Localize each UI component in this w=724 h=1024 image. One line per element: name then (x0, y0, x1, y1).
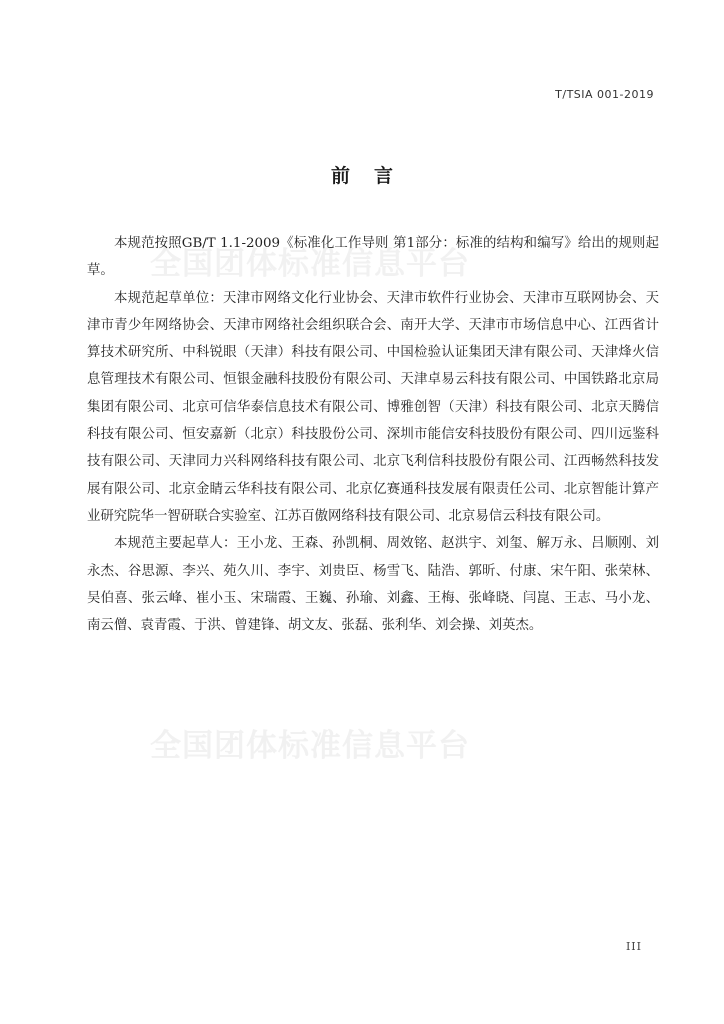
page-number: III (625, 940, 642, 953)
document-id: T/TSIA 001-2019 (555, 88, 654, 101)
page-title: 前言 (330, 165, 417, 187)
paragraph-drafting-rules: 本规范按照GB/T 1.1-2009《标准化工作导则 第1部分：标准的结构和编写》给出的规则起草。 (87, 236, 659, 279)
paragraph-drafting-units: 本规范起草单位：天津市网络文化行业协会、天津市软件行业协会、天津市互联网协会、天津市青少年网络协会、天津市网络社会组织联合会、南开大学、天津市市场信息中心、江西省计算技术研究所、中科锐眼（天津）科技有限公司、中国检验认证集团天津有限公司、天津烽火信息管理技术有限公司、恒银金融科技股份有限公司、天津卓易云科技有限公司、中国铁路北京局集团有限公司、北京可信华泰信息技术有限公司、博雅创智（天津）科技有限公司、北京天腾信科技有限公司、恒安嘉新（北京）科技股份公司、深圳市能信安科技股份有限公司、四川远鉴科技有限公司、天津同力兴科网络科技有限公司、北京飞利信科技股份有限公司、江西畅然科技发展有限公司、北京金睛云华科技有限公司、北京亿赛通科技发展有限责任公司、北京智能计算产业研究院华一智研联合实验室、江苏百傲网络科技有限公司、北京易信云科技有限公司。 (87, 290, 659, 524)
body-text (87, 230, 659, 639)
watermark: 全国团体标准信息平台 (150, 246, 470, 282)
watermark: 全国团体标准信息平台 (150, 728, 470, 764)
paragraph-drafters: 本规范主要起草人：王小龙、王森、孙凯桐、周效铭、赵洪宇、刘玺、解万永、吕顺刚、刘永杰、谷思源、李兴、苑久川、李宇、刘贵臣、杨雪飞、陆浩、郭昕、付康、宋午阳、张荣林、吴伯喜、张云峰、崔小玉、宋瑞霞、王巍、孙瑜、刘鑫、王梅、张峰晓、闫崑、王志、马小龙、南云僧、袁青霞、于洪、曾建锋、胡文友、张磊、张利华、刘会操、刘英杰。 (87, 536, 659, 634)
